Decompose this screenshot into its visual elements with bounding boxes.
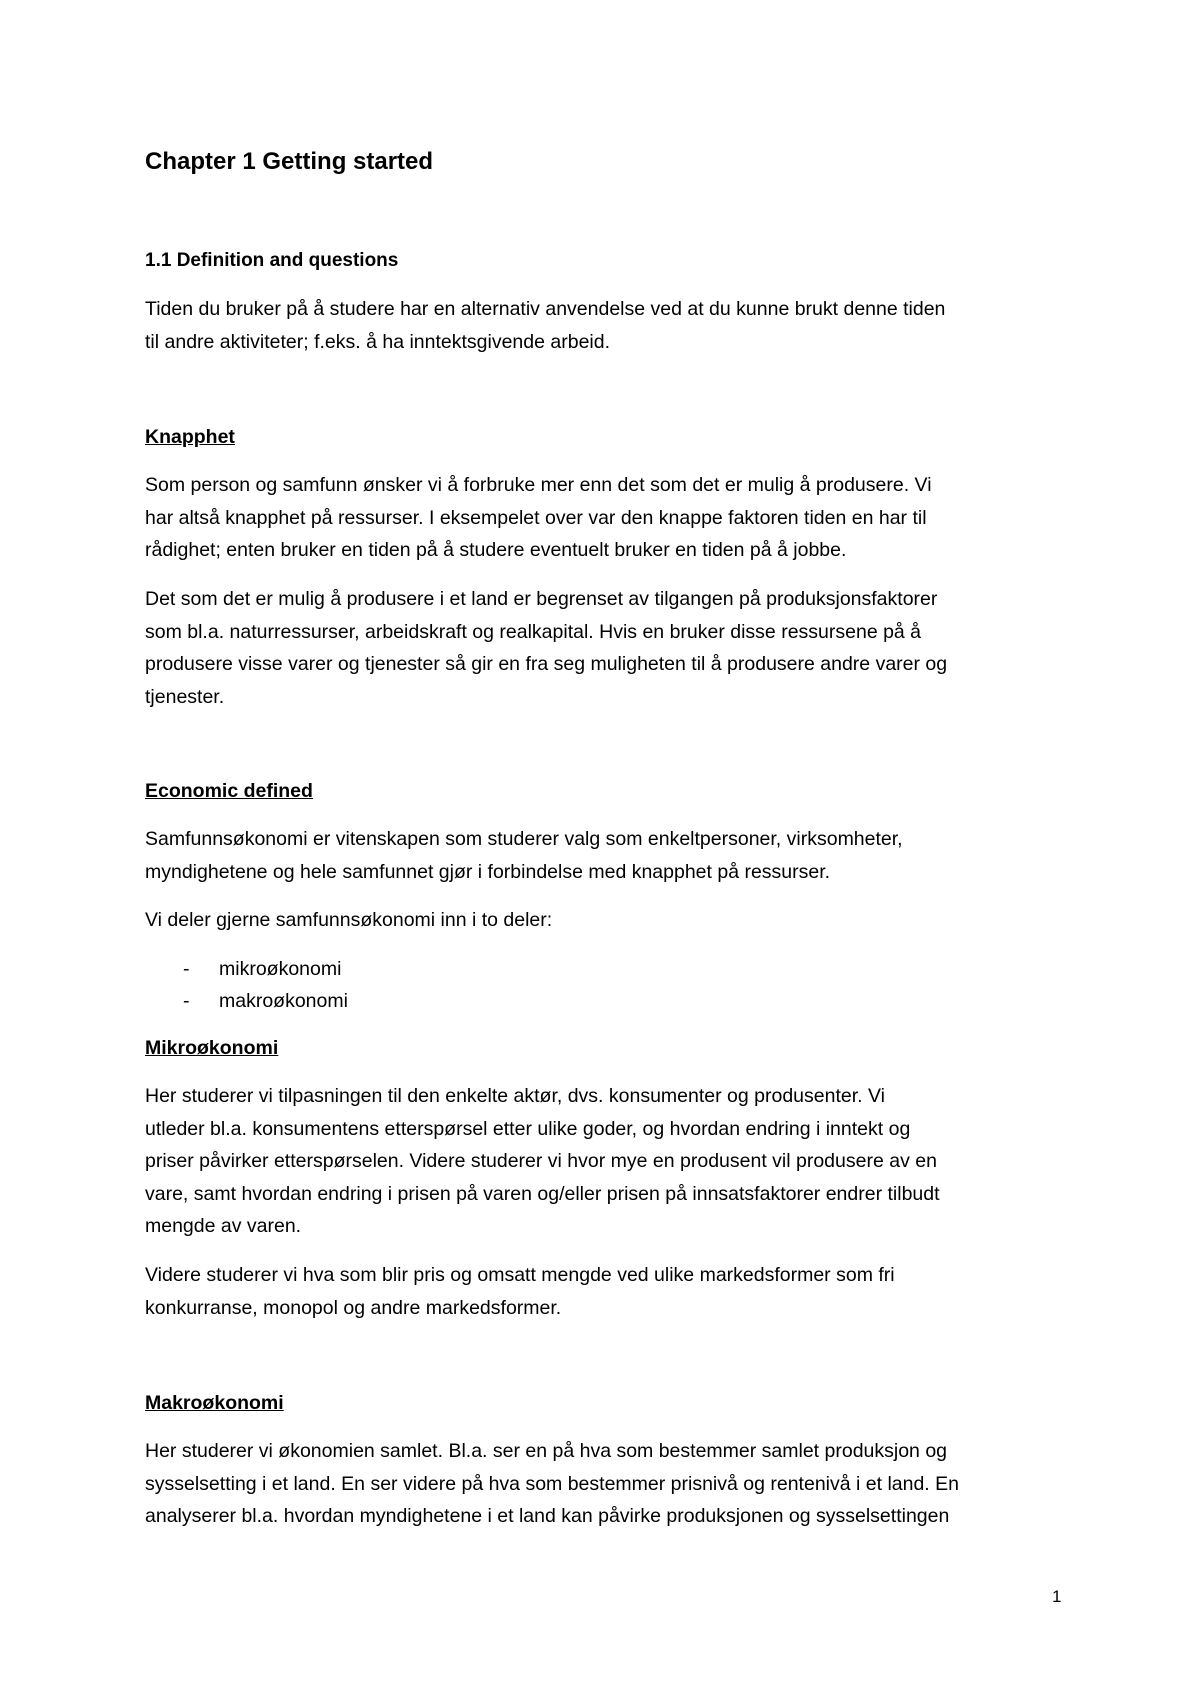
text-line: tjenester.: [145, 685, 225, 708]
makro-paragraph-1: [145, 1435, 1090, 1533]
knapphet-heading: Knapphet: [145, 426, 235, 448]
text-line: analyserer bl.a. hvordan myndighetene i et land kan påvirke produksjonen og sysselsettingen: [145, 1505, 950, 1527]
text-line: konkurranse, monopol og andre markedsformer.: [145, 1296, 562, 1319]
text-line: Som person og samfunn ønsker vi å forbruke mer enn det som det er mulig å produsere. Vi: [145, 474, 932, 496]
page-number: 1: [1052, 1587, 1062, 1606]
text-line: rådighet; enten bruker en tiden på å studere eventuelt bruker en tiden på å jobbe.: [145, 539, 847, 561]
text-line: Her studerer vi tilpasningen til den enkelte aktør, dvs. konsumenter og produsenter. Vi: [145, 1085, 885, 1107]
text-line: Tiden du bruker på å studere har en alternativ anvendelse ved at du kunne brukt denne tiden: [145, 298, 946, 320]
text-line: sysselsetting i et land. En ser videre på hva som bestemmer prisnivå og rentenivå i et land. En: [145, 1472, 959, 1495]
branches-list: [145, 953, 348, 1017]
economic-paragraph-1: [145, 823, 1090, 888]
economic-paragraph-2: [145, 904, 1090, 937]
text-line: produsere visse varer og tjenester så gir en fra seg muligheten til å produsere andre varer og: [145, 653, 948, 675]
text-line: Samfunnsøkonomi er vitenskapen som studerer valg som enkeltpersoner, virksomheter,: [145, 828, 903, 850]
text-line: som bl.a. naturressurser, arbeidskraft og realkapital. Hvis en bruker disse ressursene på å: [145, 620, 922, 643]
makrookonomi-heading: Makroøkonomi: [145, 1392, 284, 1414]
text-line: til andre aktiviteter; f.eks. å ha inntektsgivende arbeid.: [145, 330, 611, 353]
list-item: [145, 953, 348, 985]
mikro-paragraph-2: [145, 1259, 1090, 1324]
section-title: 1.1 Definition and questions: [145, 250, 399, 271]
economic-defined-heading: Economic defined: [145, 780, 313, 802]
text-line: Her studerer vi økonomien samlet. Bl.a. ser en på hva som bestemmer samlet produksjon og: [145, 1440, 948, 1462]
list-dash: -: [183, 958, 190, 980]
text-line: har altså knapphet på ressurser. I eksempelet over var den knappe faktoren tiden en har til: [145, 506, 927, 529]
text-line: utleder bl.a. konsumentens etterspørsel etter ulike goder, og hvordan endring i inntekt og: [145, 1117, 911, 1140]
intro-paragraph: [145, 293, 1090, 358]
knapphet-paragraph-2: [145, 583, 1090, 713]
text-line: myndighetene og hele samfunnet gjør i forbindelse med knapphet på ressurser.: [145, 860, 831, 883]
list-item-text: mikroøkonomi: [219, 958, 342, 980]
text-line: priser påvirker etterspørselen. Videre studerer vi hvor mye en produsent vil produsere av en: [145, 1150, 937, 1172]
text-line: Det som det er mulig å produsere i et land er begrenset av tilgangen på produksjonsfaktorer: [145, 588, 938, 610]
mikrookonomi-heading: Mikroøkonomi: [145, 1037, 279, 1059]
text-line: vare, samt hvordan endring i prisen på varen og/eller prisen på innsatsfaktorer endrer tilbudt: [145, 1182, 940, 1205]
knapphet-paragraph-1: [145, 469, 1090, 567]
mikro-paragraph-1: [145, 1080, 1090, 1243]
text-line: Vi deler gjerne samfunnsøkonomi inn i to deler:: [145, 909, 553, 931]
list-item-text: makroøkonomi: [219, 990, 348, 1012]
text-line: mengde av varen.: [145, 1215, 302, 1237]
text-line: Videre studerer vi hva som blir pris og omsatt mengde ved ulike markedsformer som fri: [145, 1264, 895, 1286]
chapter-title: Chapter 1 Getting started: [145, 148, 434, 175]
list-item: [145, 985, 348, 1017]
list-dash: -: [183, 990, 190, 1012]
